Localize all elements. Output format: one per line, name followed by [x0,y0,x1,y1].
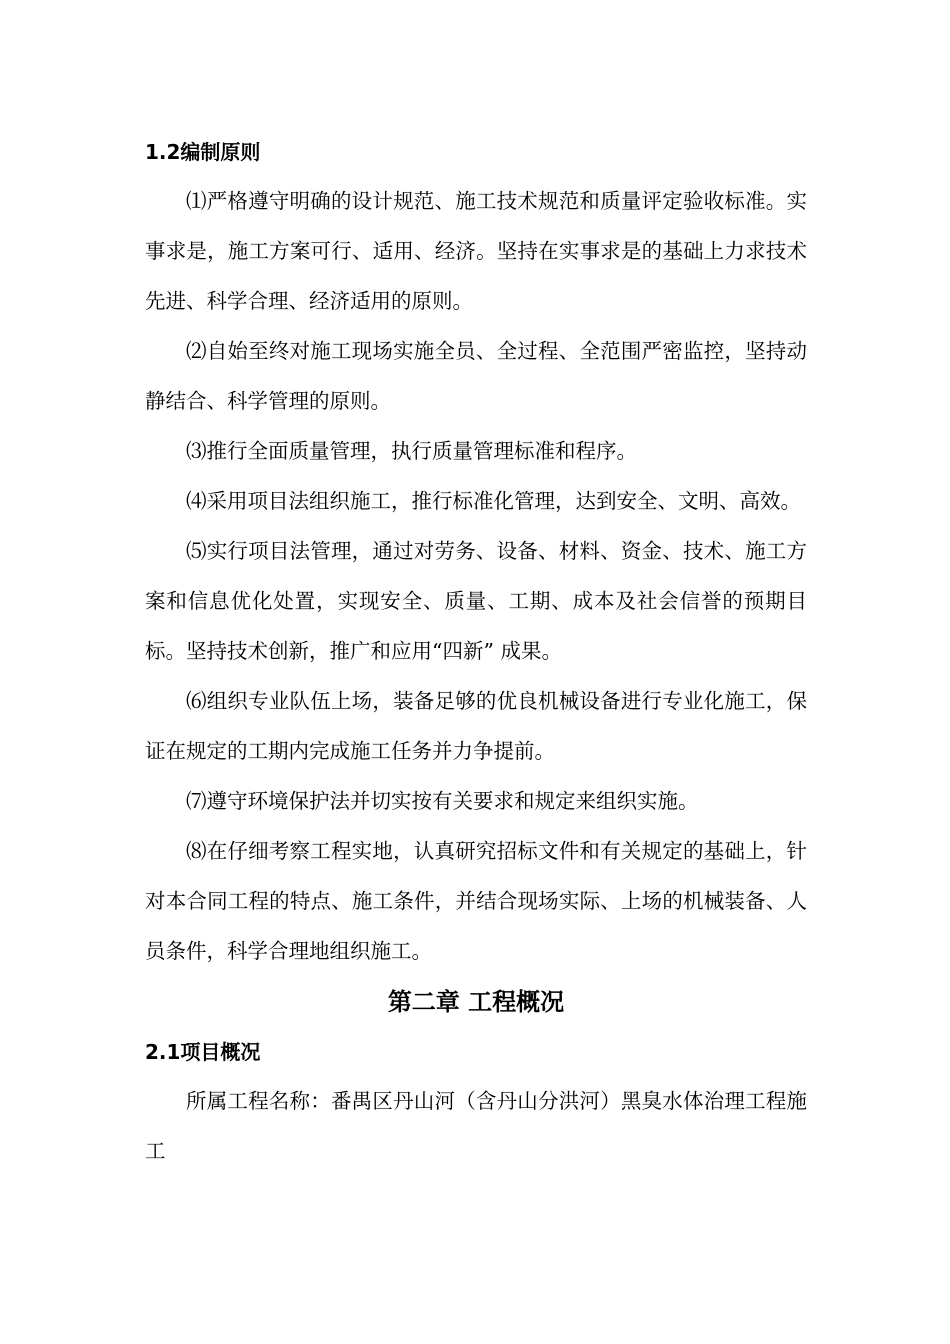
principle-item-2: ⑵自始至终对施工现场实施全员、全过程、全范围严密监控，坚持动静结合、科学管理的原则。 [145,339,807,413]
principle-item-1: ⑴严格遵守明确的设计规范、施工技术规范和质量评定验收标准。实事求是，施工方案可行、适用、经济。坚持在实事求是的基础上力求技术先进、科学合理、经济适用的原则。 [145,189,807,313]
principle-item-5: ⑸实行项目法管理，通过对劳务、设备、材料、资金、技术、施工方案和信息优化处置，实现安全、质量、工期、成本及社会信誉的预期目标。坚持技术创新，推广和应用“四新” 成果。 [145,539,807,663]
principle-item-3: ⑶推行全面质量管理，执行质量管理标准和程序。 [186,439,637,463]
project-name-paragraph: 所属工程名称：番禺区丹山河（含丹山分洪河）黑臭水体治理工程施工 [145,1089,807,1163]
section-heading-2-1: 2.1项目概况 [145,1040,261,1064]
page-content [145,128,807,1176]
principle-item-8: ⑻在仔细考察工程实地，认真研究招标文件和有关规定的基础上，针对本合同工程的特点、施工条件，并结合现场实际、上场的机械装备、人员条件，科学合理地组织施工。 [145,839,807,963]
chapter-title: 第二章 工程概况 [387,988,565,1016]
principle-item-4: ⑷采用项目法组织施工，推行标准化管理，达到安全、文明、高效。 [186,489,801,513]
principle-item-6: ⑹组织专业队伍上场，装备足够的优良机械设备进行专业化施工，保证在规定的工期内完成施工任务并力争提前。 [145,689,807,763]
principle-item-7: ⑺遵守环境保护法并切实按有关要求和规定来组织实施。 [186,789,699,813]
section-heading-1-2: 1.2编制原则 [145,140,261,164]
